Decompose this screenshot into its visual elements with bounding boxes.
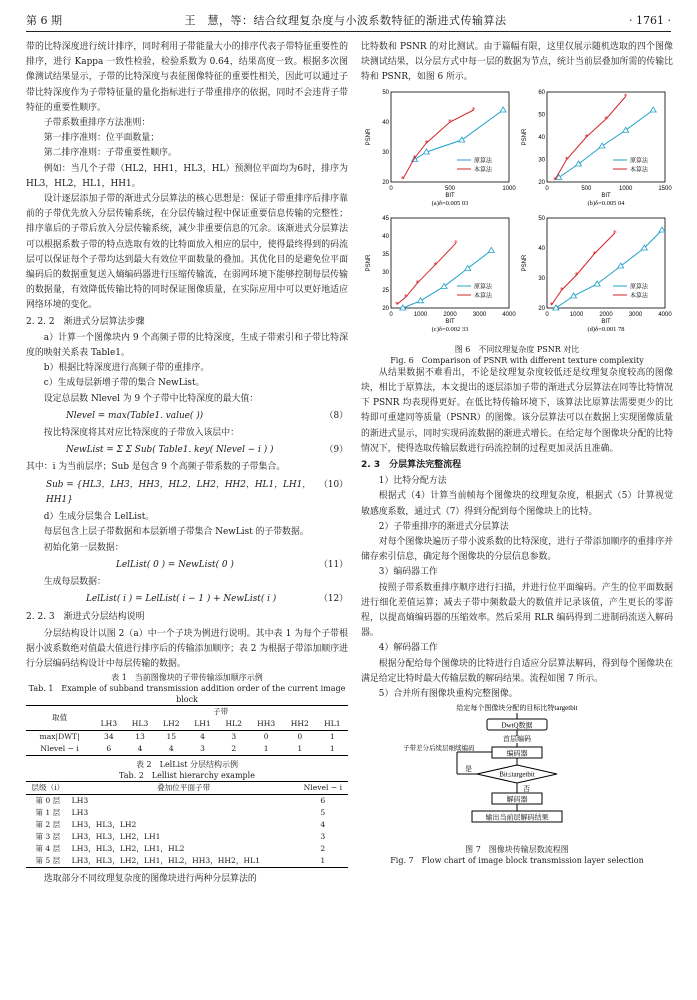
flow-node-dwtq-label: DwtQ数据 [501, 721, 533, 730]
paragraph: 按照子带系数重排序顺序进行扫描，并进行位平面编码。产生的位平面数据进行细化差值运算；减去子带中频数最大的数值并记录该值，产生更长的零游程，以提高熵编码器的压缩效率。然后采用 RLR 编码得到二进制码流送入解码器。 [361, 582, 673, 639]
paragraph: 比特数和 PSNR 的对比测试。由于篇幅有限，这里仅展示随机选取的四个图像块测试结果，以分层方式中每一层的数据为节点，统计当前层叠加所需的传输比特和 PSNR，如图 6 所示。 [361, 42, 673, 83]
flow-side-label: 子带差分后续层细续编码 [403, 745, 475, 753]
x-tick-label: 0 [389, 185, 393, 192]
table-row-label: Nlevel − i [40, 744, 79, 754]
data-point [488, 247, 494, 252]
y-tick-label: 30 [538, 157, 545, 164]
table-cell: 第 3 层 [35, 832, 61, 842]
data-point [618, 263, 624, 268]
y-tick-label: 20 [538, 305, 545, 312]
flowchart [361, 702, 673, 838]
table-row [26, 807, 348, 819]
x-axis-label: BIT [601, 318, 611, 325]
table-cell: 第 2 层 [35, 820, 61, 830]
issue-number: 第 6 期 [26, 14, 62, 27]
table2-caption: 表 2 LelList 分层结构示例 [136, 760, 238, 770]
table-cell: 0 [263, 732, 269, 742]
data-point [599, 143, 605, 148]
y-tick-label: 50 [538, 112, 545, 119]
x-tick-label: 0 [545, 311, 549, 318]
table-cell: 13 [135, 732, 145, 742]
legend-label: 本算法 [474, 167, 493, 174]
chart-subtitle: (d)δ=0.001 78 [587, 325, 625, 333]
table-cell: 第 5 层 [35, 856, 61, 866]
running-title: 王 慧，等：结合纹理复杂度与小波系数特征的渐进式传输算法 [184, 14, 507, 27]
paragraph: 根据式（4）计算当前帧每个图像块的纹理复杂度，根据式（5）计算视觉敏感度系数，通过式（7）得到分配到每个图像块上的比特。 [361, 491, 673, 517]
y-axis-label: PSNR [366, 128, 372, 145]
item-heading: 2）子带重排序的渐进式分层算法 [378, 521, 509, 532]
legend-label: 本算法 [474, 293, 493, 300]
data-point: * [592, 250, 596, 259]
table-1: 取值 子带 LH3 HL3 LH2 LH1 HL2 HH3 HH2 HL1 max|DWT| 34 13 15 4 3 0 0 1 Nlevel − i 6 4 4 3 2 1 1 1 [26, 705, 348, 756]
data-point: * [613, 229, 617, 238]
flow-no-label: 否 [523, 785, 530, 794]
paragraph: 带的比特深度进行统计排序，同时利用子带能量大小的排序代表子带特征重要性的排序，进行 Kappa 一致性检验，检验系数为 0.64，结果高度一致。根据多次图像测试结果显示，子带的比特深度与表征图像特征的重要性相关，因此可以通过子带比特深度作为子带特征量的量化指标进行子带重排序的依据，同时不会违背子带特征的重要性顺序。 [26, 42, 348, 113]
y-tick-label: 40 [538, 245, 545, 252]
x-tick-label: 3000 [628, 311, 643, 318]
flow-node-decoder-label: 解码器 [506, 795, 528, 804]
x-axis-label: BIT [601, 192, 611, 199]
y-axis-label: PSNR [522, 254, 528, 271]
x-axis-label: BIT [445, 318, 455, 325]
table-cell: 4 [137, 744, 143, 754]
table-row [26, 795, 348, 808]
flow-top-label: 给定每个图像块分配的目标比特targetbit [456, 704, 578, 713]
table2-caption-en: Tab. 2 Lellist hierarchy example [119, 771, 255, 781]
right-column [361, 40, 673, 866]
step-b: b）根据比特深度进行高频子带的重排序。 [43, 363, 210, 374]
legend-label: 原算法 [630, 284, 649, 291]
table-header-cell: HL1 [324, 719, 341, 729]
equation-8: Nlevel = max(Table1. value( )) （8） [66, 410, 348, 421]
data-point [594, 281, 600, 286]
chart-subtitle: (c)δ=0.002 33 [431, 325, 469, 333]
paragraph: 生成每层数据： [43, 576, 106, 587]
y-tick-label: 20 [382, 179, 389, 186]
data-point: * [471, 106, 476, 115]
table-cell: 6 [106, 744, 112, 754]
table-cell: 15 [166, 732, 177, 742]
data-point: * [448, 118, 452, 127]
flow-node-output-label: 输出当前层解码结果 [485, 813, 549, 822]
table-cell: 2 [231, 744, 237, 754]
table-cell: LH3，HL3，LH2，LH1 [71, 832, 161, 842]
flow-node-encoder-label: 编码器 [506, 749, 528, 758]
data-point: * [574, 271, 579, 280]
table-cell: 6 [320, 796, 326, 806]
paragraph: 选取部分不同纹理复杂度的图像块进行两种分层算法的 [43, 874, 257, 885]
table-cell: 第 4 层 [35, 844, 61, 854]
y-tick-label: 20 [382, 305, 389, 312]
figure-7-caption-en: Fig. 7 Flow chart of image block transmission layer selection [390, 856, 644, 866]
data-point: * [564, 155, 569, 164]
table-cell: LH3，HL3，LH2，LH1，HL2，HH3，HH2，HL1 [71, 856, 260, 866]
table-cell: LH3，HL3，LH2，LH1，HL2 [71, 844, 185, 854]
data-point [418, 297, 424, 302]
data-point [623, 127, 629, 132]
x-tick-label: 500 [581, 185, 592, 192]
item-heading: 5）合并所有图像块重构完整图像。 [378, 689, 518, 700]
figure-7-caption: 图 7 图像块传输层数流程图 [465, 845, 569, 855]
step-a: a）计算一个图像块内 9 个高频子带的比特深度，生成子带索引和子带比特深度的映射关系表 Table1。 [26, 332, 348, 359]
item-heading: 1）比特分配方法 [378, 476, 447, 487]
section-heading: 2. 2. 3 渐进式分层结构说明 [26, 612, 145, 623]
y-tick-label: 40 [382, 119, 389, 126]
table-cell: 34 [103, 732, 114, 742]
data-point: * [395, 300, 399, 309]
table-cell: 4 [168, 744, 174, 754]
equation-12: LelList( i ) = LelList( i − 1 ) + NewList( i ) （12） [86, 594, 348, 605]
data-point: * [454, 239, 458, 248]
data-point: * [560, 286, 564, 295]
table-cell: 4 [320, 820, 326, 830]
y-tick-label: 35 [382, 251, 389, 258]
table-header-cell: HL3 [131, 719, 149, 729]
legend-label: 原算法 [630, 158, 649, 165]
section-heading: 2. 3 分层算法完整流程 [361, 460, 462, 471]
x-tick-label: 1500 [658, 185, 672, 192]
data-point: * [604, 115, 608, 124]
figure-7 [361, 702, 673, 844]
header-rule [26, 31, 671, 32]
y-tick-label: 30 [382, 149, 389, 156]
left-column [26, 40, 348, 887]
table-cell: 1 [320, 856, 326, 866]
table-header-cell: Nlevel − i [303, 783, 343, 793]
data-point: * [549, 301, 554, 310]
table-header-cell: 叠加位平面子带 [157, 783, 211, 793]
paragraph: 例如：当几个子带（HL2，HH1，HL3，HL）预测位平面均为6时，排序为 HL3，HL2，HL1，HH1。 [26, 163, 348, 189]
table-row [26, 819, 348, 831]
data-point: * [433, 260, 437, 269]
y-tick-label: 50 [538, 215, 545, 222]
figure-6-caption-en: Fig. 6 Comparison of PSNR with different texture complexity [390, 355, 644, 365]
paragraph: 设计逐层添加子带的渐进式分层算法的核心思想是：保证子带重排序后排序靠前的子带优先放入分层传输系统，在分层传输过程中保证重要信息传输的完整性；排序靠后的子带后放入分层传输系统，减少非重要信息的冗余。该渐进式分层算法可以根据系数子带的特点选取有效的比特面放入相应的层中，使得最终得到的码流层可以保证每个子带均达到最大有效位平面数量的叠加。其优化目的是避免位平面编码后的数据重复送入熵编码器进行压缩传输流，在弱网环境下能够控制每层传输的数据量，有效降低传输比特的同时保证图像质量，在实际应用中可以更好地适应网络环境的变化。 [26, 194, 348, 311]
data-point: * [623, 92, 628, 101]
table-cell: 1 [329, 744, 335, 754]
paragraph: 每层包含上层子带数据和本层新增子带集合 NewList 的子带数据。 [43, 527, 309, 538]
table-2 [26, 781, 348, 868]
paragraph: 分层结构设计以图 2（a）中一个子块为例进行说明。其中表 1 为每个子带根据小波系数绝对值最大值进行排序后的传输添加顺序；表 2 为根据子带添加顺序进行分层编码结构设计中每层传输的数据。 [26, 628, 348, 669]
table1-caption: 表 1 当前图像块的子带传输添加顺序示例 [111, 673, 263, 683]
data-point [650, 107, 656, 112]
paragraph: 初始化第一层数据： [43, 542, 124, 553]
x-tick-label: 4000 [502, 311, 516, 318]
y-tick-label: 50 [382, 89, 389, 96]
x-tick-label: 500 [444, 185, 456, 192]
x-tick-label: 1000 [618, 185, 633, 192]
table-row [26, 831, 348, 843]
y-axis-label: PSNR [366, 254, 372, 271]
data-point [441, 283, 447, 288]
x-tick-label: 1000 [502, 185, 516, 192]
x-tick-label: 1000 [569, 311, 584, 318]
table-row [26, 855, 348, 868]
y-tick-label: 40 [382, 233, 389, 240]
section-heading: 2. 2. 2 渐进式分层算法步骤 [26, 316, 145, 327]
data-point [465, 265, 471, 270]
equation-9: NewList = Σ Σ Sub( Table1. key( Nlevel − i ) ) （9） [66, 445, 348, 456]
x-tick-label: 0 [389, 311, 393, 318]
table-cell: LH3 [71, 796, 89, 806]
y-tick-label: 25 [382, 287, 389, 294]
paragraph: 其中：i 为当前层序；Sub 是包含 9 个高频子带系数的子带集合。 [26, 462, 286, 473]
table-cell: 1 [263, 744, 269, 754]
legend-label: 原算法 [474, 284, 493, 291]
item-heading: 3）编码器工作 [378, 567, 438, 578]
table-cell: 3 [320, 832, 326, 842]
y-tick-label: 20 [538, 179, 545, 186]
data-point [659, 227, 665, 232]
x-tick-label: 0 [545, 185, 549, 192]
table-header-cell: LH3 [100, 719, 118, 729]
y-tick-label: 45 [382, 215, 389, 222]
legend-label: 本算法 [630, 167, 649, 174]
data-point [459, 137, 465, 142]
item-heading: 4）解码器工作 [378, 643, 438, 654]
x-tick-label: 4000 [658, 311, 672, 318]
paragraph: 对每个图像块遍历子带小波系数的比特深度，进行子带添加顺序的重排序并储存索引信息，确定每个图像块的分层信息参数。 [361, 537, 673, 563]
paragraph: 按比特深度将其对应比特深度的子带放入该层中： [43, 428, 240, 439]
x-tick-label: 2000 [599, 311, 613, 318]
table-cell: 2 [320, 844, 326, 854]
flow-first-layer-label: 首层编码 [503, 735, 531, 744]
equation-10: Sub = {HL3，LH3，HH3，HL2，LH2，HH2，HL1，LH1，HH1} （10） [46, 479, 348, 505]
paragraph: 从结果数据不难看出，不论是纹理复杂度较低还是纹理复杂度较高的图像块，相比于原算法，本文提出的逐层添加子带的渐进式分层算法在同等比特情况下 PSNR 均表现得更好。在低比特传输环境下，该算法比原算法需要更少的比特即可重建同等质量（PSNR）的图像。该分层算法可以在数据上实现图像质量的渐进式显示，同时实现码流数据的渐进式增长。在给定每个图像块分配的比特情况下，使得选取传输层数进行码流控制的过程更加灵活且准确。 [361, 367, 673, 454]
data-point [500, 107, 506, 112]
legend-label: 原算法 [474, 158, 493, 165]
data-point: * [415, 278, 420, 287]
legend-label: 本算法 [630, 293, 649, 300]
table-cell: 3 [231, 732, 237, 742]
table-cell: 第 1 层 [35, 808, 61, 818]
table-row-label: max|DWT| [39, 732, 80, 742]
table-cell: 1 [329, 732, 335, 742]
paragraph: 根据分配给每个图像块的比特进行自适应分层算法解码，得到每个图像块在满足给定比特时最大传输层数的解码结果。流程如图 7 所示。 [361, 658, 673, 684]
x-tick-label: 3000 [472, 311, 487, 318]
table1-caption-en: Tab. 1 Example of subband transmission addition order of the current image block [28, 684, 346, 705]
table-cell: 1 [297, 744, 303, 754]
table-cell: 3 [200, 744, 205, 754]
step-d: d）生成分层集合 LelList。 [43, 512, 155, 523]
data-point [553, 305, 559, 310]
data-point: * [553, 175, 557, 184]
table-row [26, 843, 348, 855]
paragraph: 设定总层数 Nlevel 为 9 个子带中比特深度的最大值： [43, 393, 259, 404]
x-tick-label: 1000 [413, 311, 428, 318]
paragraph: 第二排序准则：子带重要性顺序。 [43, 148, 177, 159]
table-cell: 4 [200, 732, 205, 742]
paragraph: 第一排序准则：位平面数量； [43, 133, 160, 144]
y-tick-label: 30 [538, 275, 545, 282]
table-header-cell: HH2 [290, 719, 309, 729]
y-tick-label: 60 [538, 89, 545, 96]
table-header-cell: LH2 [163, 719, 180, 729]
data-point: * [404, 293, 408, 302]
paragraph: 子带系数重排序方法准则： [43, 118, 151, 129]
table-cell: 5 [320, 808, 326, 818]
data-point: * [584, 133, 589, 142]
x-axis-label: BIT [445, 192, 455, 199]
y-tick-label: 40 [538, 134, 545, 141]
table-header-cell: HH3 [257, 719, 276, 729]
page-number: · 1761 · [629, 13, 671, 27]
flow-yes-label: 是 [465, 765, 472, 774]
figure-6-charts [361, 86, 673, 338]
x-tick-label: 2000 [443, 311, 457, 318]
table-header-cell: HL2 [225, 719, 242, 729]
data-point [575, 161, 581, 166]
table-cell: LH3，HL3，LH2 [71, 820, 137, 830]
data-point: * [424, 139, 429, 148]
data-point: * [412, 154, 417, 163]
y-axis-label: PSNR [522, 128, 528, 145]
figure-6-caption: 图 6 不同纹理复杂度 PSNR 对比 [454, 344, 580, 354]
table-header-cell: LH1 [194, 719, 211, 729]
figure-6 [361, 86, 673, 344]
data-point: * [401, 175, 405, 184]
data-point [571, 293, 577, 298]
y-tick-label: 30 [382, 269, 389, 276]
table-cell: LH3 [71, 808, 89, 818]
equation-11: LelList( 0 ) = NewList( 0 ) （11） [116, 559, 348, 570]
series-line [555, 96, 626, 179]
table-header-cell: 层级（i） [31, 783, 65, 793]
step-c: c）生成每层新增子带的集合 NewList。 [43, 378, 205, 389]
table-cell: 0 [297, 732, 303, 742]
table-cell: 第 0 层 [35, 796, 61, 806]
page-header [26, 10, 671, 30]
chart-subtitle: (a)δ=0.005 03 [431, 199, 469, 207]
chart-subtitle: (b)δ=0.005 04 [587, 199, 625, 207]
flow-decision-label: Bit≤targetbit [499, 770, 535, 779]
